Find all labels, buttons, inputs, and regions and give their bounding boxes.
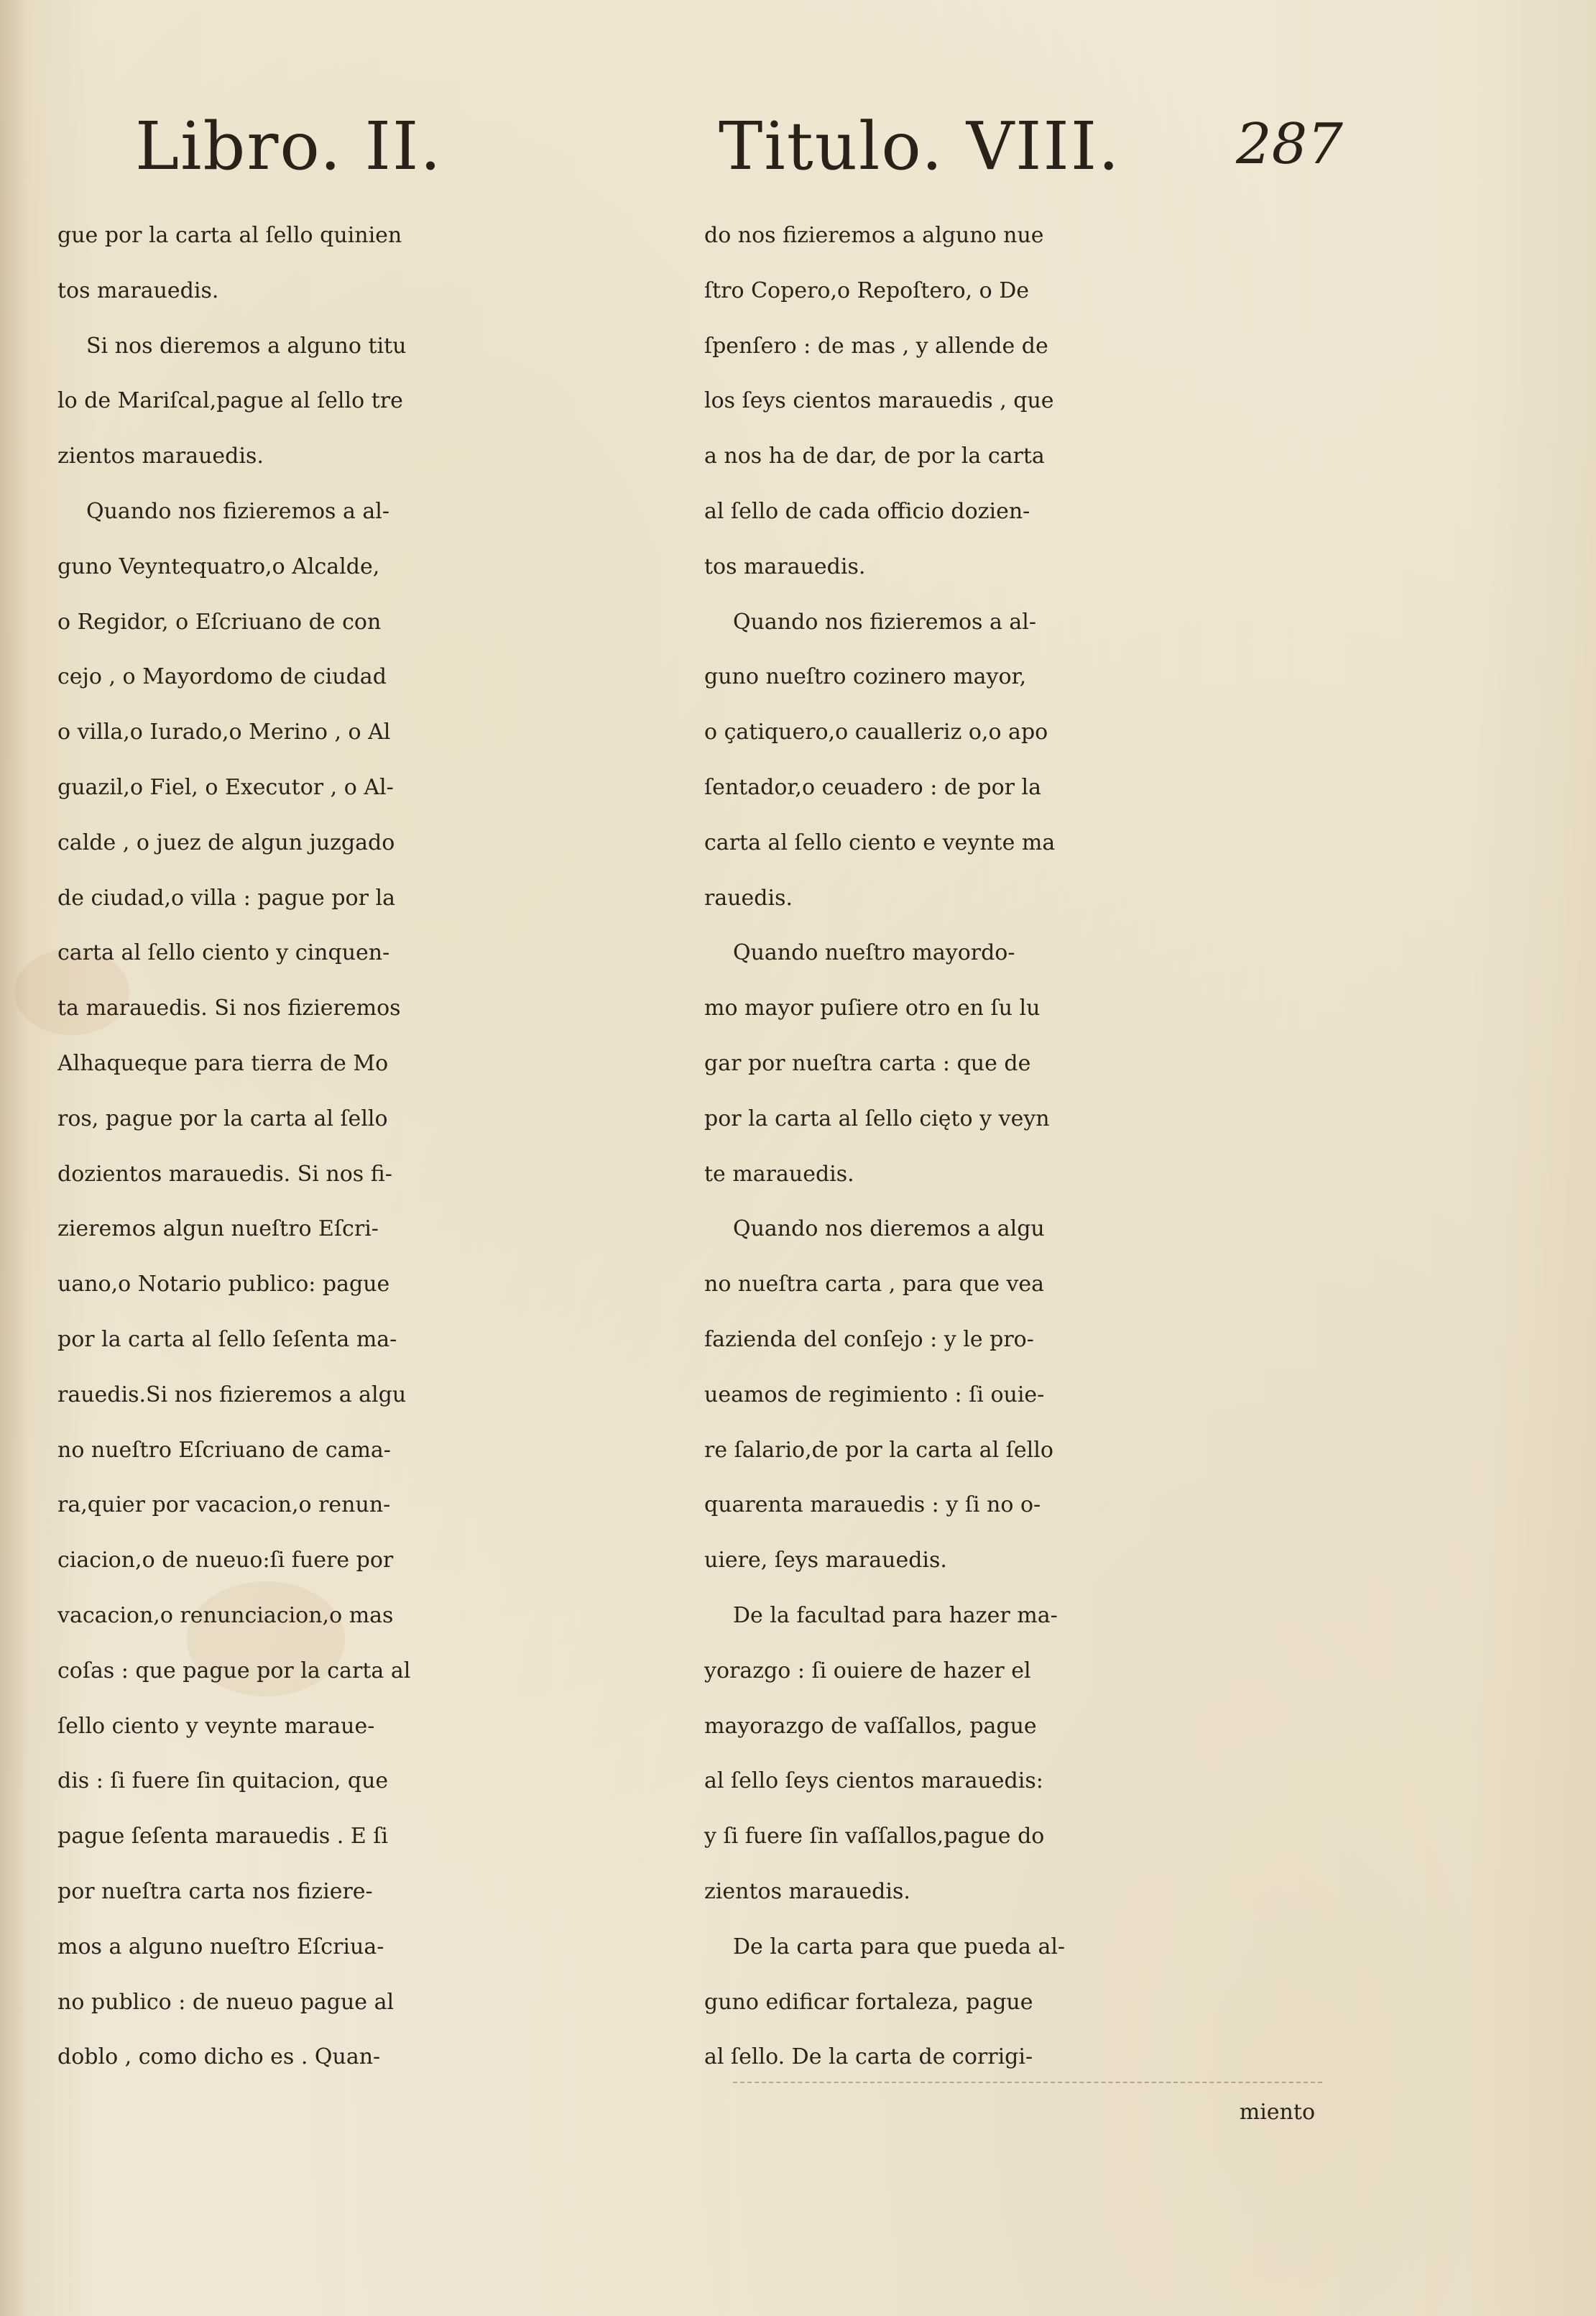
text-line: gue por la carta al ſello quinien xyxy=(57,223,402,248)
text-line: te marauedis. xyxy=(704,1161,854,1187)
running-header xyxy=(0,108,1596,201)
text-line: y ſi fuere ſin vaſſallos,pague do xyxy=(704,1824,1045,1849)
text-line: ra,quier por vacacion,o renun- xyxy=(57,1492,391,1518)
text-line: Si nos dieremos a alguno titu xyxy=(86,333,407,359)
text-line: al ſello ſeys cientos marauedis: xyxy=(704,1768,1043,1794)
text-line: no nueſtro Eſcriuano de cama- xyxy=(57,1437,391,1463)
text-line: tos marauedis. xyxy=(704,553,866,579)
text-line: guazil,o Fiel, o Executor , o Al- xyxy=(57,774,394,800)
text-line: mos a alguno nueſtro Eſcriua- xyxy=(57,1934,384,1959)
text-line: calde , o juez de algun juzgado xyxy=(57,830,395,855)
text-line: por la carta al ſello ſeſenta ma- xyxy=(57,1326,397,1352)
text-line: o Regidor, o Eſcriuano de con xyxy=(57,609,382,635)
text-line: al ſello. De la carta de corrigi- xyxy=(704,2044,1033,2070)
text-line: doblo , como dicho es . Quan- xyxy=(57,2044,381,2070)
printer-marks xyxy=(733,2082,1322,2087)
text-line: De la carta para que pueda al- xyxy=(733,1934,1066,1959)
text-line: tos marauedis. xyxy=(57,277,219,303)
left-column xyxy=(57,208,690,2085)
text-line: quarenta marauedis : y ſi no o- xyxy=(704,1492,1041,1518)
text-line: dozientos marauedis. Si nos fi- xyxy=(57,1161,392,1187)
text-line: guno nueſtro cozinero mayor, xyxy=(704,664,1027,690)
text-line: carta al ſello ciento e veynte ma xyxy=(704,830,1056,855)
text-line: al ſello de cada officio dozien- xyxy=(704,498,1030,524)
running-head-book: Libro. II. xyxy=(135,108,443,185)
text-line: ſtro Copero,o Repoſtero, o De xyxy=(704,277,1030,303)
text-line: por la carta al ſello cięto y veyn xyxy=(704,1106,1050,1131)
text-line: Quando nueſtro mayordo- xyxy=(733,940,1015,966)
text-line: Quando nos fizieremos a al- xyxy=(86,498,389,524)
text-line: a nos ha de dar, de por la carta xyxy=(704,444,1045,469)
text-line: lo de Mariſcal,pague al ſello tre xyxy=(57,388,403,414)
text-line: gar por nueſtra carta : que de xyxy=(704,1050,1031,1076)
text-line: los ſeys cientos marauedis , que xyxy=(704,388,1054,414)
text-line: mo mayor puſiere otro en ſu lu xyxy=(704,996,1041,1021)
text-line: ta marauedis. Si nos fizieremos xyxy=(57,996,401,1021)
text-line: de ciudad,o villa : pague por la xyxy=(57,885,395,911)
text-line: o villa,o Iurado,o Merino , o Al xyxy=(57,720,391,745)
binding-shadow xyxy=(0,0,29,2316)
text-line: no nueſtra carta , para que vea xyxy=(704,1272,1045,1297)
running-head-title: Titulo. VIII. xyxy=(719,108,1121,185)
text-line: do nos fizieremos a alguno nue xyxy=(704,223,1044,248)
catchword: miento xyxy=(1239,2100,1315,2126)
text-line: ſentador,o ceuadero : de por la xyxy=(704,774,1041,800)
text-line: no publico : de nueuo pague al xyxy=(57,1989,395,2015)
page-number: 287 xyxy=(1236,112,1343,177)
text-line: carta al ſello ciento y cinquen- xyxy=(57,940,390,966)
text-line: Quando nos fizieremos a al- xyxy=(733,609,1036,635)
text-line: yorazgo : ſi ouiere de hazer el xyxy=(704,1658,1031,1683)
text-line: mayorazgo de vaſſallos, pague xyxy=(704,1713,1037,1739)
text-line: zientos marauedis. xyxy=(704,1878,910,1904)
text-line: uano,o Notario publico: pague xyxy=(57,1272,390,1297)
text-line: pague ſeſenta marauedis . E ſi xyxy=(57,1824,388,1849)
text-line: Alhaqueque para tierra de Mo xyxy=(57,1050,389,1076)
text-line: ueamos de regimiento : ſi ouie- xyxy=(704,1382,1045,1407)
text-line: guno Veyntequatro,o Alcalde, xyxy=(57,553,380,579)
text-line: guno edificar fortaleza, pague xyxy=(704,1989,1033,2015)
text-line: ſpenſero : de mas , y allende de xyxy=(704,333,1048,359)
text-line: por nueſtra carta nos fiziere- xyxy=(57,1878,373,1904)
text-line: re ſalario,de por la carta al ſello xyxy=(704,1437,1053,1463)
text-line: rauedis.Si nos fizieremos a algu xyxy=(57,1382,407,1407)
text-line: ſello ciento y veynte maraue- xyxy=(57,1713,375,1739)
text-line: ros, pague por la carta al ſello xyxy=(57,1106,388,1131)
text-line: o çatiquero,o caualleriz o,o apo xyxy=(704,720,1048,745)
text-line: fazienda del conſejo : y le pro- xyxy=(704,1326,1034,1352)
text-line: zieremos algun nueſtro Eſcri- xyxy=(57,1216,379,1242)
text-line: cejo , o Mayordomo de ciudad xyxy=(57,664,387,690)
right-column xyxy=(704,208,1337,2141)
text-line: coſas : que pague por la carta al xyxy=(57,1658,411,1683)
text-line: ciacion,o de nueuo:ſi fuere por xyxy=(57,1548,394,1573)
text-line: Quando nos dieremos a algu xyxy=(733,1216,1045,1242)
text-line: zientos marauedis. xyxy=(57,444,264,469)
text-line: dis : ſi fuere ſin quitacion, que xyxy=(57,1768,389,1794)
text-line: uiere, ſeys marauedis. xyxy=(704,1548,947,1573)
text-line: De la facultad para hazer ma- xyxy=(733,1602,1058,1628)
text-line: vacacion,o renunciacion,o mas xyxy=(57,1602,394,1628)
text-line: rauedis. xyxy=(704,885,793,911)
